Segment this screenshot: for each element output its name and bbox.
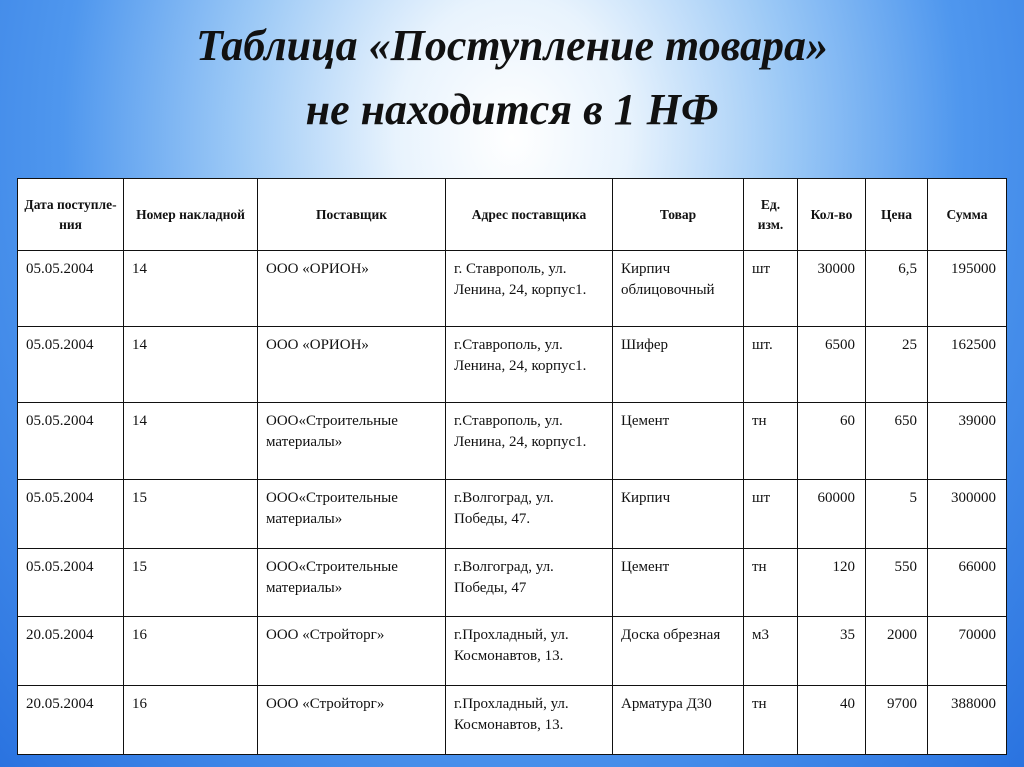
cell-product: Доска обрезная — [613, 617, 744, 686]
cell-unit: тн — [744, 403, 798, 479]
cell-invoice-number: 16 — [124, 617, 258, 686]
slide-title-line-2: не находится в 1 НФ — [305, 85, 719, 134]
header-date: Дата поступле-ния — [18, 179, 124, 251]
goods-receipt-table-container — [17, 178, 1006, 755]
cell-total: 195000 — [928, 251, 1007, 327]
cell-unit: тн — [744, 686, 798, 755]
table-row — [18, 548, 1007, 617]
cell-invoice-number: 14 — [124, 251, 258, 327]
cell-price: 5 — [866, 479, 928, 548]
cell-invoice-number: 15 — [124, 479, 258, 548]
cell-price: 9700 — [866, 686, 928, 755]
cell-quantity: 60 — [798, 403, 866, 479]
cell-date: 20.05.2004 — [18, 617, 124, 686]
cell-quantity: 60000 — [798, 479, 866, 548]
cell-product: Шифер — [613, 327, 744, 403]
cell-supplier: ООО «Стройторг» — [258, 686, 446, 755]
header-product: Товар — [613, 179, 744, 251]
cell-total: 66000 — [928, 548, 1007, 617]
header-invoice-number: Номер накладной — [124, 179, 258, 251]
cell-supplier: ООО «Стройторг» — [258, 617, 446, 686]
cell-supplier: ООО«Строительные материалы» — [258, 479, 446, 548]
cell-supplier: ООО «ОРИОН» — [258, 327, 446, 403]
slide-title — [0, 14, 1024, 142]
cell-supplier-address: г.Прохладный, ул. Космонавтов, 13. — [446, 686, 613, 755]
cell-price: 6,5 — [866, 251, 928, 327]
cell-supplier: ООО«Строительные материалы» — [258, 548, 446, 617]
cell-date: 20.05.2004 — [18, 686, 124, 755]
cell-invoice-number: 14 — [124, 403, 258, 479]
cell-product: Цемент — [613, 548, 744, 617]
cell-supplier-address: г.Прохладный, ул. Космонавтов, 13. — [446, 617, 613, 686]
cell-unit: шт — [744, 479, 798, 548]
cell-invoice-number: 14 — [124, 327, 258, 403]
cell-total: 70000 — [928, 617, 1007, 686]
cell-supplier-address: г.Волгоград, ул. Победы, 47. — [446, 479, 613, 548]
table-row — [18, 686, 1007, 755]
cell-supplier: ООО«Строительные материалы» — [258, 403, 446, 479]
cell-quantity: 40 — [798, 686, 866, 755]
table-row — [18, 403, 1007, 479]
cell-price: 25 — [866, 327, 928, 403]
cell-product: Цемент — [613, 403, 744, 479]
cell-supplier-address: г.Ставрополь, ул. Ленина, 24, корпус1. — [446, 403, 613, 479]
header-supplier: Поставщик — [258, 179, 446, 251]
table-row — [18, 327, 1007, 403]
cell-price: 2000 — [866, 617, 928, 686]
cell-quantity: 35 — [798, 617, 866, 686]
cell-unit: шт — [744, 251, 798, 327]
cell-product: Кирпич облицовочный — [613, 251, 744, 327]
cell-unit: м3 — [744, 617, 798, 686]
cell-date: 05.05.2004 — [18, 251, 124, 327]
header-total: Сумма — [928, 179, 1007, 251]
cell-supplier-address: г.Ставрополь, ул. Ленина, 24, корпус1. — [446, 327, 613, 403]
cell-supplier-address: г.Волгоград, ул. Победы, 47 — [446, 548, 613, 617]
cell-date: 05.05.2004 — [18, 479, 124, 548]
table-row — [18, 479, 1007, 548]
cell-unit: тн — [744, 548, 798, 617]
cell-supplier-address: г. Ставрополь, ул. Ленина, 24, корпус1. — [446, 251, 613, 327]
goods-receipt-table — [17, 178, 1007, 755]
slide-title-line-1: Таблица «Поступление товара» — [195, 21, 829, 70]
cell-invoice-number: 16 — [124, 686, 258, 755]
table-header-row — [18, 179, 1007, 251]
cell-unit: шт. — [744, 327, 798, 403]
cell-date: 05.05.2004 — [18, 548, 124, 617]
cell-invoice-number: 15 — [124, 548, 258, 617]
header-price: Цена — [866, 179, 928, 251]
header-unit: Ед. изм. — [744, 179, 798, 251]
cell-total: 39000 — [928, 403, 1007, 479]
cell-price: 650 — [866, 403, 928, 479]
cell-date: 05.05.2004 — [18, 403, 124, 479]
cell-quantity: 120 — [798, 548, 866, 617]
header-quantity: Кол-во — [798, 179, 866, 251]
cell-total: 388000 — [928, 686, 1007, 755]
cell-product: Кирпич — [613, 479, 744, 548]
table-row — [18, 617, 1007, 686]
table-row — [18, 251, 1007, 327]
cell-quantity: 30000 — [798, 251, 866, 327]
header-supplier-address: Адрес поставщика — [446, 179, 613, 251]
cell-price: 550 — [866, 548, 928, 617]
cell-quantity: 6500 — [798, 327, 866, 403]
cell-supplier: ООО «ОРИОН» — [258, 251, 446, 327]
cell-total: 300000 — [928, 479, 1007, 548]
cell-total: 162500 — [928, 327, 1007, 403]
cell-product: Арматура Д30 — [613, 686, 744, 755]
cell-date: 05.05.2004 — [18, 327, 124, 403]
